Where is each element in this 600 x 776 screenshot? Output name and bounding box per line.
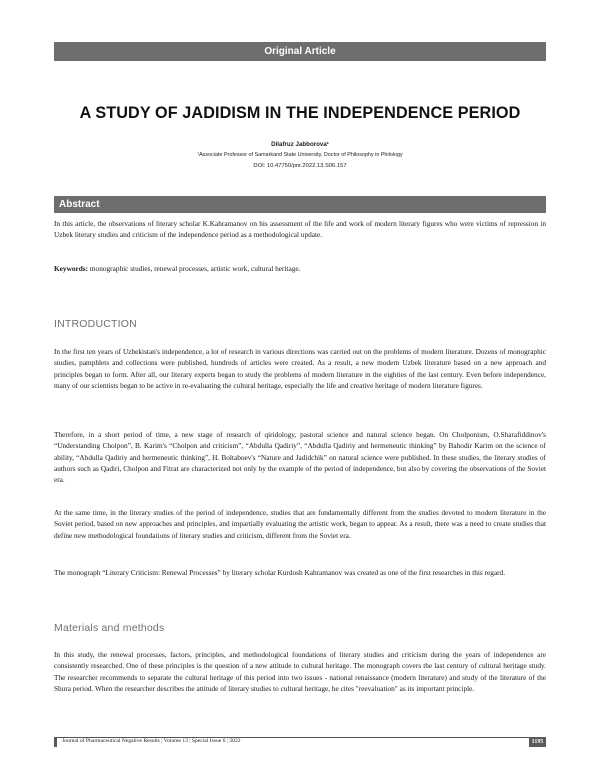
abstract-text: In this article, the observations of literary scholar K.Kahramanov on his assessment of the life and work of modern literary figures who were victims of repression in Uzbek literary studies and criticism of the independence period as a methodological update.	[54, 219, 546, 240]
abstract-heading-bar	[54, 196, 546, 213]
keywords-list: monographic studies, renewal processes, artistic work, cultural heritage.	[88, 264, 301, 273]
methods-paragraph-1: In this study, the renewal processes, factors, principles, and methodological foundations of literary studies and criticism during the years of independence are consistently researched. One of these principles is the question of a new attitude to cultural heritage. The monograph covers the last century of cultural heritage study. The researcher recommends to separate the cultural heritage of this period into two issues - national renaissance (modern literature) and study of the literature of the Shura period. When the researcher describes the attitude of literary studies to cultural heritage, he cites "reevaluation" as its important principle.	[54, 650, 546, 693]
footer-mark	[54, 737, 57, 747]
methods-heading: Materials and methods	[54, 622, 165, 634]
intro-paragraph-4: The monograph “Literary Criticism: Renewal Processes” by literary scholar Kurdosh Kahramanov was created as one of the first researches in this regard.	[54, 568, 506, 577]
intro-paragraph-2: Therefore, in a short period of time, a new stage of research of qiridology, pastoral science and natural science began. On Cholponism, O.Sharafiddinov's “Understanding Cholpon”, B. Karim's “Cholpon and criticism”, “Abdulla Qadiriy”, “Abdulla Qadiriy and hermeneutic thinking” by Bahodir Karim on the science of ability, “Abdulla Qadiriy and hermeneutic thinking”, H. Boltaboev's “Nature and Jadidchik” on natural science were published. In these studies, the literary studies of authors such as Qadiri, Cholpon and Fitrat are characterized not only by the example of the period of independence, but also by covering the observations of the Soviet era.	[54, 430, 546, 485]
author-name: Dilafruz Jabborova¹	[271, 141, 329, 148]
abstract-heading: Abstract	[59, 199, 100, 210]
author-affiliation: ¹Associate Professor of Samarkand State University, Doctor of Philosophy in Philology	[197, 152, 403, 158]
footer-journal: Journal of Pharmaceutical Negative Results ¦ Volume 13 ¦ Special Issue 6 ¦ 2022	[62, 738, 241, 744]
article-title: A STUDY OF JADIDISM IN THE INDEPENDENCE PERIOD	[79, 104, 521, 122]
keywords-label: Keywords:	[54, 264, 89, 273]
keywords	[54, 263, 546, 274]
introduction-heading: INTRODUCTION	[54, 318, 137, 330]
intro-paragraph-3: At the same time, in the literary studies of the period of independence, studies that are fundamentally different from the studies devoted to modern literature in the Soviet period, based on new approaches and principles, and impartially evaluating the artistic work, began to appear. As a result, there was a need to create studies that define new methodological foundations of literary studies and criticism, different from the Soviet era.	[54, 508, 546, 540]
intro-paragraph-1: In the first ten years of Uzbekistan's independence, a lot of research in various directions was carried out on the problems of modern literature. Dozens of monographic studies, pamphlets and collections were published, hundreds of articles were created. As a result, a new modern Uzbek literature based on a new approach and principles began to form. After all, our literary experts began to study the problems of modern literature in the eighties of the last century. Even before independence, many of our scientists began to be active in re-evaluating the cultural heritage, especially the life and creative heritage of modern literature figures.	[54, 347, 546, 390]
page-number: 1195	[529, 737, 546, 747]
doi[interactable]: DOI: 10.47750/pnr.2022.13.S06.157	[253, 163, 347, 169]
article-type-banner: Original Article	[54, 42, 546, 61]
